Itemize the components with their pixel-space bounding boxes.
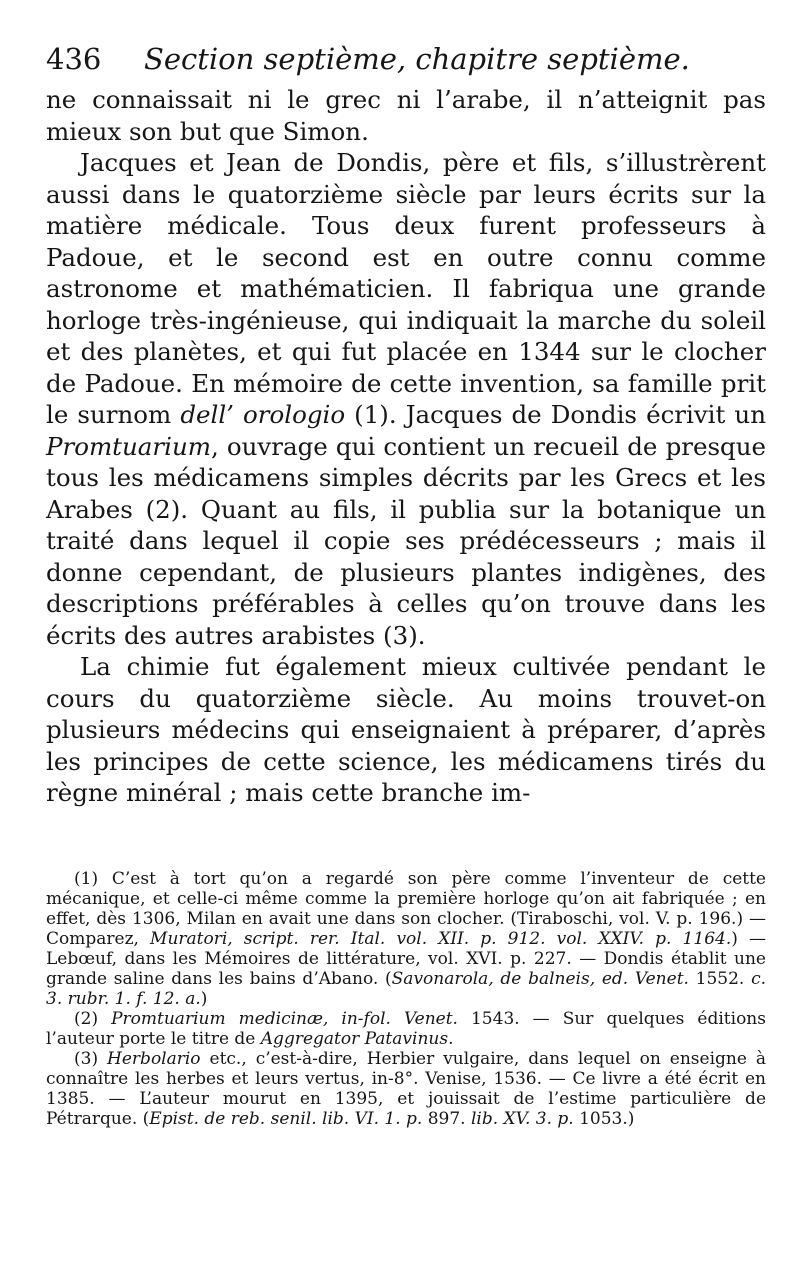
text-segment: 897.: [422, 1108, 471, 1129]
text-segment: 1053.): [573, 1108, 635, 1129]
footnote-1: [46, 869, 766, 1009]
text-segment: ): [200, 988, 208, 1009]
paragraph-chimie: La chimie fut également mieux cultivée pendant le cours du quatorzième siècle. Au moins trouvet-on plusieurs médecins qui enseignaient à préparer, d’après les principes de cette science, les médicamens tirés du règne minéral ; mais cette branche im-: [46, 652, 766, 807]
text-segment: 1552.: [688, 968, 752, 989]
footnote-spacer: [46, 809, 766, 869]
text-segment: etc., c’est-à-dire, Herbier vulgaire, dans lequel on enseigne à connaître les herbes et leurs vertus, in-8°. Venise, 1536. — Ce livre a été écrit en 1385. — L’auteur mourut en 1395, et jouissait de l’estime particulière de Pétrarque. (: [46, 1048, 766, 1129]
text-segment: (3): [74, 1048, 108, 1069]
paragraph-continuation: ne connaissait ni le grec ni l’arabe, il n’atteignit pas mieux son but que Simon.: [46, 85, 766, 146]
footnote-2: [46, 1009, 766, 1049]
text-segment: (2): [74, 1008, 112, 1029]
footnote-3: [46, 1049, 766, 1129]
italic-citation: Muratori, script. rer. Ital. vol. XII. p. 912. vol. XXIV. p. 1164.: [150, 928, 732, 949]
italic-citation: lib. XV. 3. p.: [470, 1108, 574, 1129]
italic-citation: Herbolario: [107, 1048, 201, 1069]
italic-citation: Savonarola, de balneis, ed. Venet.: [391, 968, 689, 989]
italic-term: dell’ orologio: [180, 400, 346, 429]
text-segment: ) — Lebœuf, dans les Mémoires de littérature, vol. XVI. p. 227. — Dondis établit une grande saline dans les bains d’Abano. (: [46, 928, 766, 989]
text-segment: 1543. — Sur quelques éditions l’auteur porte le titre de: [46, 1008, 766, 1049]
page-number: 436: [46, 42, 102, 76]
text-segment: (1). Jacques de Dondis écrivit un: [345, 400, 766, 429]
paragraph-dondis: [46, 147, 766, 651]
main-text: [46, 84, 766, 809]
page-header: [46, 34, 766, 84]
italic-citation: Promtuarium medicinæ, in-fol. Venet.: [111, 1008, 458, 1029]
italic-citation: Aggregator Patavinus.: [260, 1028, 454, 1049]
text-segment: , ouvrage qui contient un recueil de presque tous les médicamens simples décrits par les Grecs et les Arabes (2). Quant au fils, il publia sur la botanique un traité dans lequel il copie ses prédécesseurs ; mais il donne cependant, de plusieurs plantes indigènes, des descriptions préférables à celles qu’on trouve dans les écrits des autres arabistes (3).: [46, 431, 766, 650]
text-segment: (1) C’est à tort qu’on a regardé son père comme l’inventeur de cette mécanique, et celle-ci même comme la première horloge qu’on ait fabriquée ; en effet, dès 1306, Milan en avait une dans son clocher. (Tiraboschi, vol. V. p. 196.) — Comparez,: [46, 868, 766, 949]
footnotes: [46, 869, 766, 1129]
italic-citation: Epist. de reb. senil. lib. VI. 1. p.: [149, 1108, 423, 1129]
text-segment: Jacques et Jean de Dondis, père et fils, s’illustrèrent aussi dans le quatorzième siècle par leurs écrits sur la matière médicale. Tous deux furent professeurs à Padoue, et le second est en outre connu comme astronome et mathématicien. Il fabriqua une grande horloge très-ingénieuse, qui indiquait la marche du soleil et des planètes, et qui fut placée en 1344 sur le clocher de Padoue. En mémoire de cette invention, sa famille prit le surnom: [46, 148, 766, 429]
italic-term: Promtuarium: [46, 431, 211, 461]
running-title: Section septième, chapitre septième.: [144, 42, 690, 76]
italic-citation: c. 3. rubr. 1. f. 12. a.: [46, 968, 766, 1009]
